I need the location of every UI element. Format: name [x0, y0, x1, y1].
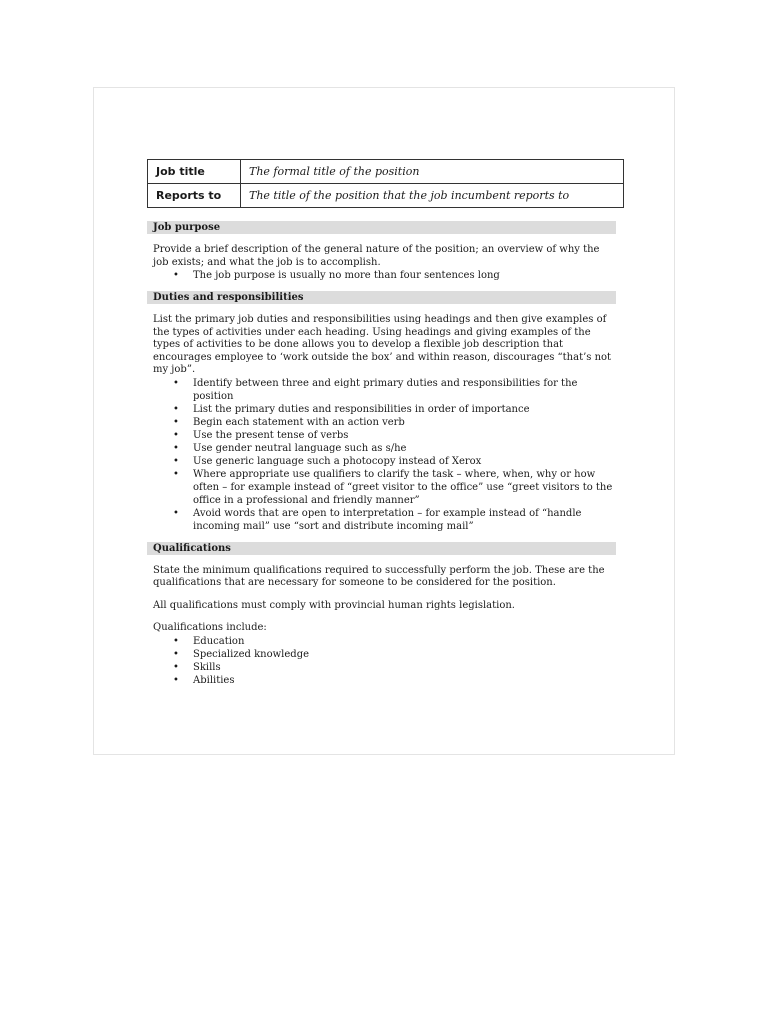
qualifications-heading: Qualifications	[147, 542, 616, 555]
duties-section	[147, 291, 624, 533]
job-title-label: Job title	[148, 160, 241, 184]
duties-paragraph: List the primary job duties and responsibilities using headings and then give examples of the types of activities under each heading. Using headings and giving examples of the types of activities to be done allows you to develop a flexible job description that encourages employee to ‘work outside the box’ and within reason, discourages “that’s not my job”.	[153, 314, 612, 375]
table-row	[148, 184, 624, 208]
job-purpose-section	[147, 221, 624, 282]
list-item: • Education	[193, 635, 613, 648]
list-item: • Avoid words that are open to interpretation – for example instead of “handle incoming mail” use “sort and distribute incoming mail”	[193, 507, 613, 533]
list-item: • The job purpose is usually no more than four sentences long	[193, 269, 613, 282]
list-item: • Use gender neutral language such as s/he	[193, 442, 613, 455]
table-row	[148, 160, 624, 184]
duties-heading: Duties and responsibilities	[147, 291, 616, 304]
reports-to-value: The title of the position that the job incumbent reports to	[241, 184, 624, 208]
document-page	[93, 87, 675, 755]
list-item: • Use generic language such a photocopy instead of Xerox	[193, 455, 613, 468]
job-title-value: The formal title of the position	[241, 160, 624, 184]
list-item: • Abilities	[193, 674, 613, 687]
job-purpose-heading: Job purpose	[147, 221, 616, 234]
list-item: • Identify between three and eight primary duties and responsibilities for the position	[193, 377, 613, 403]
document-content	[147, 159, 624, 696]
qualifications-paragraph: State the minimum qualifications required to successfully perform the job. These are the qualifications that are necessary for someone to be considered for the position.	[153, 564, 605, 588]
list-item: • List the primary duties and responsibilities in order of importance	[193, 403, 613, 416]
list-item: • Begin each statement with an action verb	[193, 416, 613, 429]
job-purpose-paragraph: Provide a brief description of the general nature of the position; an overview of why the job exists; and what the job is to accomplish.	[153, 244, 600, 268]
qualifications-list	[153, 635, 624, 687]
job-info-table	[147, 159, 624, 208]
qualifications-include-label: Qualifications include:	[153, 622, 267, 633]
list-item: • Where appropriate use qualifiers to clarify the task – where, when, why or how often – for example instead of “greet visitor to the office” use “greet visitors to the office in a professional and friendly manner”	[193, 468, 613, 507]
job-purpose-list	[153, 269, 624, 282]
reports-to-label: Reports to	[148, 184, 241, 208]
qualifications-compliance-paragraph: All qualifications must comply with provincial human rights legislation.	[153, 599, 515, 611]
qualifications-section	[147, 542, 624, 687]
list-item: • Skills	[193, 661, 613, 674]
list-item: • Use the present tense of verbs	[193, 429, 613, 442]
duties-list	[153, 377, 624, 533]
list-item: • Specialized knowledge	[193, 648, 613, 661]
